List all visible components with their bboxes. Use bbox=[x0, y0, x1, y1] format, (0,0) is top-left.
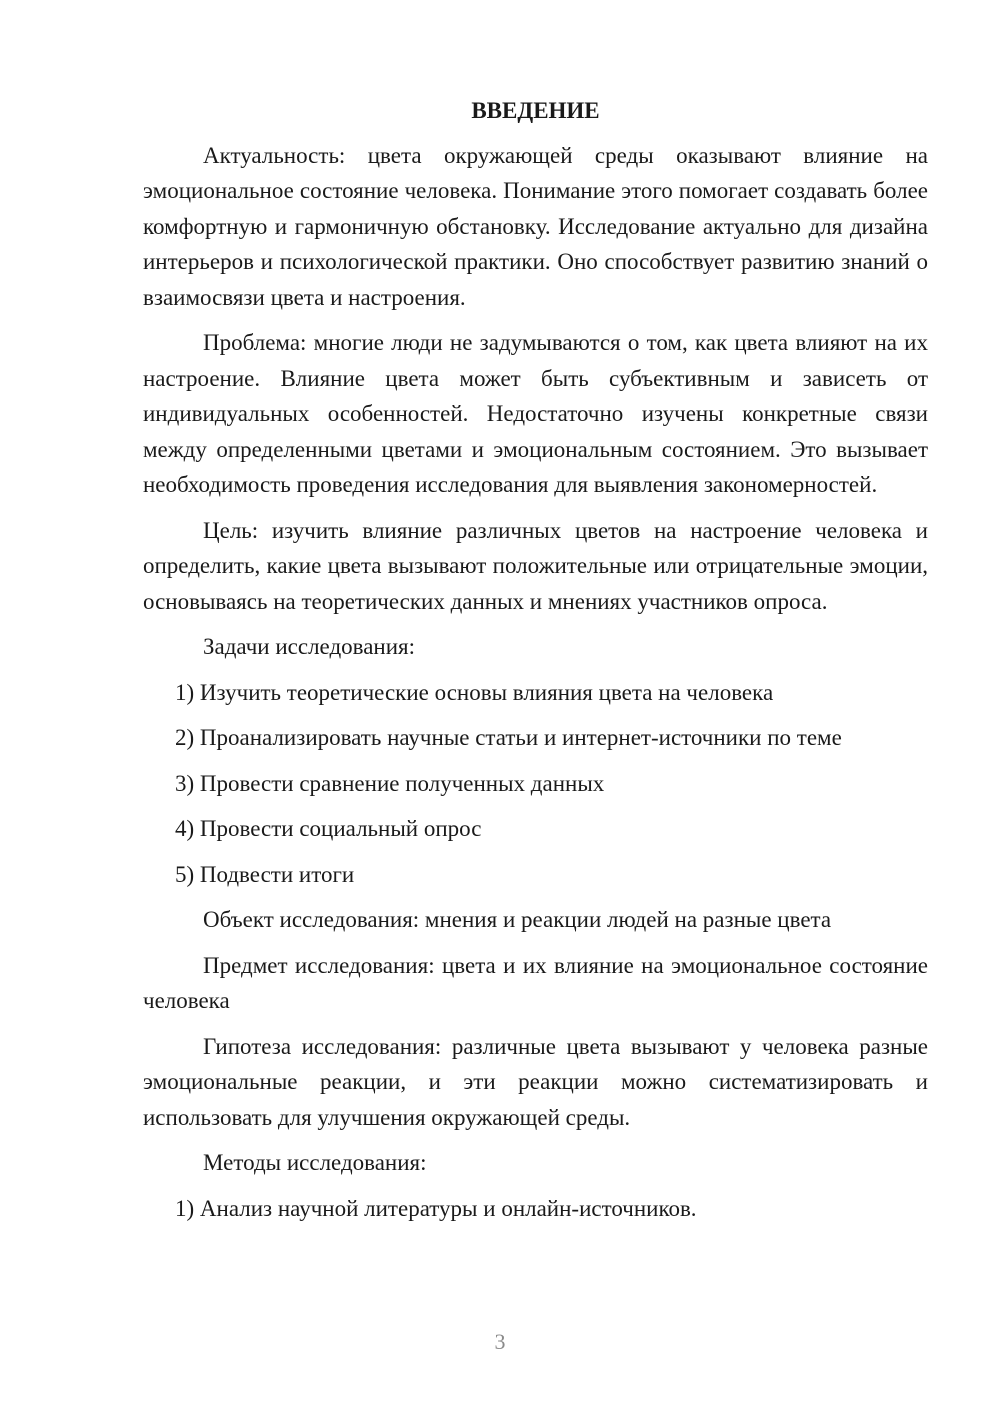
object-paragraph: Объект исследования: мнения и реакции людей на разные цвета bbox=[203, 907, 832, 932]
task-item-3: 3) Провести сравнение полученных данных bbox=[175, 770, 605, 796]
task-item-1: 1) Изучить теоретические основы влияния цвета на человека bbox=[175, 679, 774, 705]
subject-paragraph: Предмет исследования: цвета и их влияние на эмоциональное состояние человека bbox=[143, 952, 928, 1013]
tasks-heading: Задачи исследования: bbox=[203, 634, 416, 659]
method-item-1: 1) Анализ научной литературы и онлайн-источников. bbox=[175, 1195, 697, 1221]
problem-paragraph: Проблема: многие люди не задумываются о том, как цвета влияют на их настроение. Влияние цвета может быть субъективным и зависеть от индивидуальных особенностей. Недостаточно изучены конкретные связи между определенными цветами и эмоциональным состоянием. Это вызывает необходимость проведения исследования для выявления закономерностей. bbox=[143, 330, 928, 497]
page-content bbox=[143, 93, 928, 1236]
goal-paragraph: Цель: изучить влияние различных цветов на настроение человека и определить, какие цвета вызывают положительные или отрицательные эмоции, основываясь на теоретических данных и мнениях участников опроса. bbox=[143, 517, 928, 614]
page-number: 3 bbox=[494, 1329, 506, 1354]
methods-heading: Методы исследования: bbox=[203, 1150, 427, 1175]
section-title: ВВЕДЕНИЕ bbox=[471, 98, 600, 123]
task-item-4: 4) Провести социальный опрос bbox=[175, 816, 482, 841]
hypothesis-paragraph: Гипотеза исследования: различные цвета вызывают у человека разные эмоциональные реакции, и эти реакции можно систематизировать и использовать для улучшения окружающей среды. bbox=[143, 1033, 928, 1130]
task-item-5: 5) Подвести итоги bbox=[175, 861, 355, 887]
relevance-paragraph: Актуальность: цвета окружающей среды оказывают влияние на эмоциональное состояние человека. Понимание этого помогает создавать более комфортную и гармоничную обстановку. Исследование актуально для дизайна интерьеров и психологической практики. Оно способствует развитию знаний о взаимосвязи цвета и настроения. bbox=[143, 142, 928, 310]
task-item-2: 2) Проанализировать научные статьи и интернет-источники по теме bbox=[175, 725, 842, 750]
